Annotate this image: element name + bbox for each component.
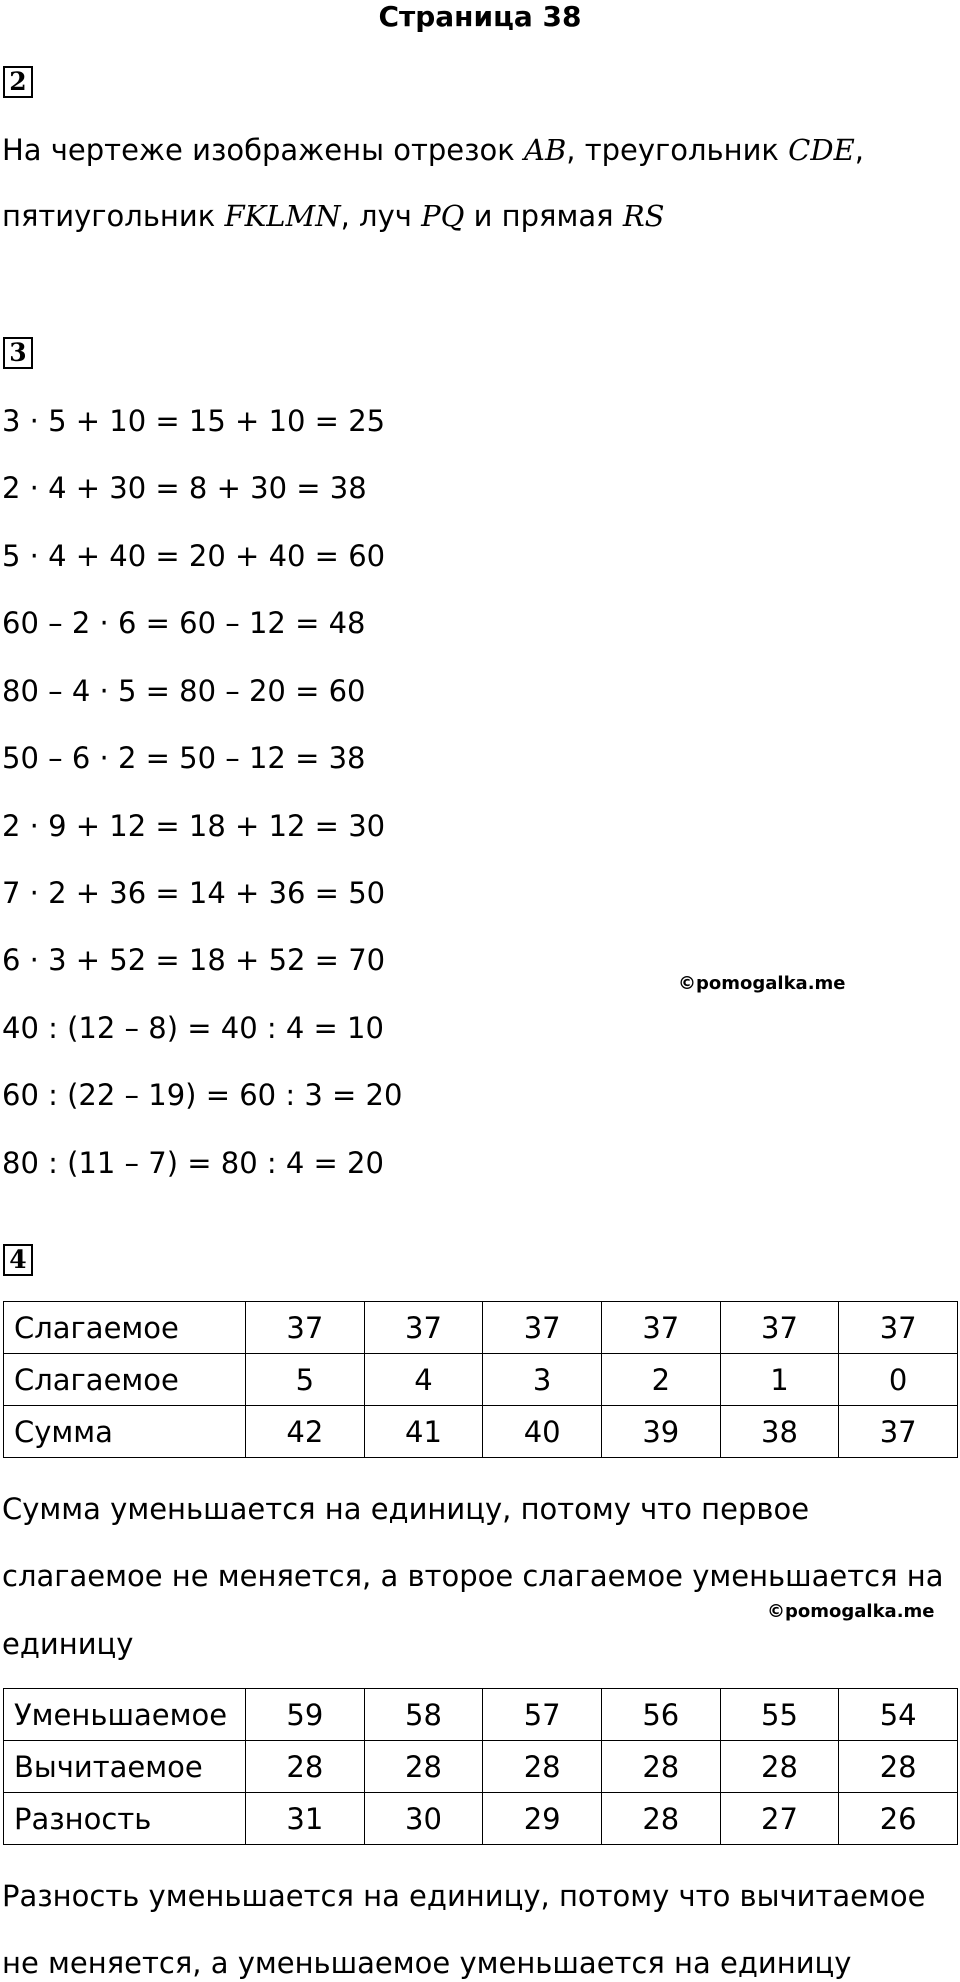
table-cell: 58 bbox=[364, 1689, 483, 1741]
expression-line: 80 : (11 – 7) = 80 : 4 = 20 bbox=[2, 1146, 384, 1180]
sum-explanation-line: слагаемое не меняется, а второе слагаемое уменьшается на bbox=[2, 1559, 944, 1593]
table-cell: 37 bbox=[839, 1406, 958, 1458]
ray-label: PQ bbox=[421, 199, 465, 233]
expression-line: 60 – 2 · 6 = 60 – 12 = 48 bbox=[2, 606, 366, 640]
watermark: ©pomogalka.me bbox=[678, 973, 846, 994]
segment-label: AB bbox=[524, 133, 567, 167]
table-cell: 28 bbox=[364, 1741, 483, 1793]
table-cell: 37 bbox=[483, 1302, 602, 1354]
expression-line: 2 · 4 + 30 = 8 + 30 = 38 bbox=[2, 471, 367, 505]
task2-line1-text3: , bbox=[854, 133, 864, 167]
expression-line: 5 · 4 + 40 = 20 + 40 = 60 bbox=[2, 539, 386, 573]
table-cell: 37 bbox=[601, 1302, 720, 1354]
table-row bbox=[4, 1302, 958, 1354]
task2-line-2 bbox=[2, 198, 665, 234]
table-cell: 41 bbox=[364, 1406, 483, 1458]
table-cell: 3 bbox=[483, 1354, 602, 1406]
table-cell: 1 bbox=[720, 1354, 839, 1406]
pentagon-label: FKLMN bbox=[224, 199, 341, 233]
task2-line1-text2: , треугольник bbox=[566, 133, 789, 167]
table-cell: 2 bbox=[601, 1354, 720, 1406]
table-cell: 42 bbox=[246, 1406, 365, 1458]
table-cell: 4 bbox=[364, 1354, 483, 1406]
table-cell: 27 bbox=[720, 1793, 839, 1845]
table-cell: 37 bbox=[720, 1302, 839, 1354]
table-cell: 28 bbox=[601, 1741, 720, 1793]
row-label: Слагаемое bbox=[4, 1354, 246, 1406]
line-label: RS bbox=[622, 199, 665, 233]
table-cell: 38 bbox=[720, 1406, 839, 1458]
table-row bbox=[4, 1741, 958, 1793]
row-label: Разность bbox=[4, 1793, 246, 1845]
row-label: Уменьшаемое bbox=[4, 1689, 246, 1741]
table-row bbox=[4, 1406, 958, 1458]
sum-table bbox=[3, 1301, 958, 1458]
expression-line: 2 · 9 + 12 = 18 + 12 = 30 bbox=[2, 809, 386, 843]
task-number-4: 4 bbox=[3, 1244, 33, 1276]
table-cell: 28 bbox=[246, 1741, 365, 1793]
page-title: Страница 38 bbox=[378, 0, 582, 33]
row-label: Сумма bbox=[4, 1406, 246, 1458]
expression-line: 6 · 3 + 52 = 18 + 52 = 70 bbox=[2, 943, 386, 977]
difference-explanation-line: Разность уменьшается на единицу, потому что вычитаемое bbox=[2, 1879, 926, 1913]
task2-line1-text1: На чертеже изображены отрезок bbox=[2, 133, 524, 167]
row-label: Слагаемое bbox=[4, 1302, 246, 1354]
row-label: Вычитаемое bbox=[4, 1741, 246, 1793]
sum-explanation-line: Сумма уменьшается на единицу, потому что первое bbox=[2, 1492, 810, 1526]
table-row bbox=[4, 1689, 958, 1741]
expression-line: 60 : (22 – 19) = 60 : 3 = 20 bbox=[2, 1078, 403, 1112]
table-cell: 28 bbox=[483, 1741, 602, 1793]
difference-explanation-line: не меняется, а уменьшаемое уменьшается на единицу bbox=[2, 1946, 852, 1980]
expression-line: 3 · 5 + 10 = 15 + 10 = 25 bbox=[2, 404, 386, 438]
expression-line: 40 : (12 – 8) = 40 : 4 = 10 bbox=[2, 1011, 384, 1045]
table-cell: 56 bbox=[601, 1689, 720, 1741]
table-cell: 40 bbox=[483, 1406, 602, 1458]
expression-line: 7 · 2 + 36 = 14 + 36 = 50 bbox=[2, 876, 386, 910]
task2-line2-text3: и прямая bbox=[464, 199, 623, 233]
table-cell: 28 bbox=[601, 1793, 720, 1845]
table-cell: 28 bbox=[720, 1741, 839, 1793]
difference-table bbox=[3, 1688, 958, 1845]
sum-explanation-line: единицу bbox=[2, 1627, 134, 1661]
table-cell: 30 bbox=[364, 1793, 483, 1845]
table-cell: 37 bbox=[246, 1302, 365, 1354]
task-number-2: 2 bbox=[3, 66, 33, 98]
table-cell: 26 bbox=[839, 1793, 958, 1845]
table-cell: 28 bbox=[839, 1741, 958, 1793]
task2-line-1 bbox=[2, 132, 864, 168]
table-cell: 39 bbox=[601, 1406, 720, 1458]
table-cell: 57 bbox=[483, 1689, 602, 1741]
expression-line: 80 – 4 · 5 = 80 – 20 = 60 bbox=[2, 674, 366, 708]
triangle-label: CDE bbox=[788, 133, 855, 167]
table-cell: 37 bbox=[364, 1302, 483, 1354]
table-row bbox=[4, 1793, 958, 1845]
table-cell: 37 bbox=[839, 1302, 958, 1354]
table-cell: 59 bbox=[246, 1689, 365, 1741]
task-number-3: 3 bbox=[3, 337, 33, 369]
table-cell: 29 bbox=[483, 1793, 602, 1845]
expression-line: 50 – 6 · 2 = 50 – 12 = 38 bbox=[2, 741, 366, 775]
task2-line2-text2: , луч bbox=[340, 199, 422, 233]
table-cell: 5 bbox=[246, 1354, 365, 1406]
table-cell: 55 bbox=[720, 1689, 839, 1741]
table-cell: 0 bbox=[839, 1354, 958, 1406]
table-cell: 31 bbox=[246, 1793, 365, 1845]
watermark: ©pomogalka.me bbox=[767, 1601, 935, 1622]
task2-line2-text1: пятиугольник bbox=[2, 199, 225, 233]
table-row bbox=[4, 1354, 958, 1406]
table-cell: 54 bbox=[839, 1689, 958, 1741]
